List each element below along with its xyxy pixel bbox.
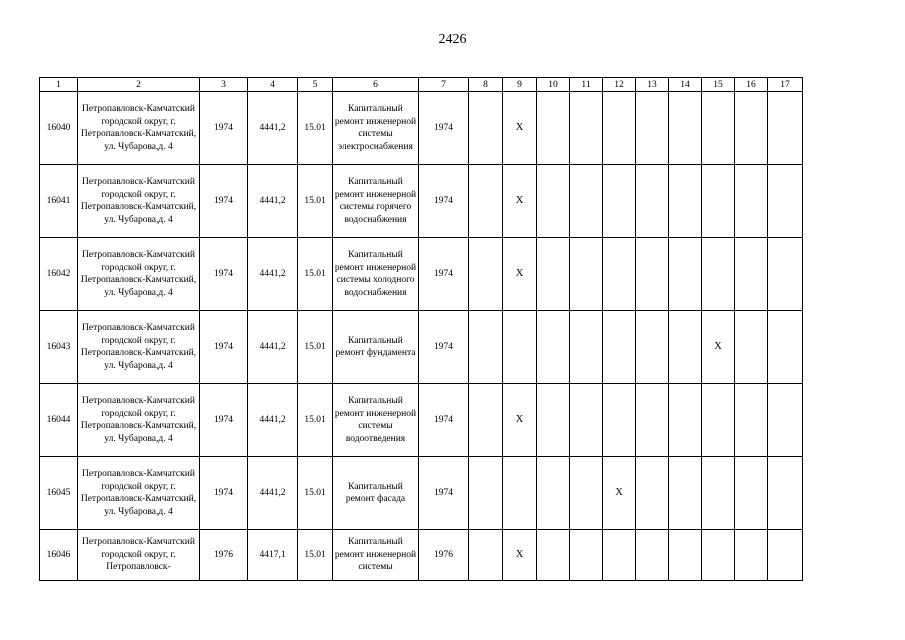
- empty-cell-col-12: [603, 238, 636, 311]
- work-type-cell: Капитальный ремонт инженерной системы электроснабжения: [333, 92, 419, 165]
- year-cell: 1974: [419, 165, 469, 238]
- area-cell: 4441,2: [248, 457, 298, 530]
- page-number: 2426: [438, 32, 467, 47]
- column-header-4: 4: [248, 78, 298, 92]
- row-id-cell: 16043: [40, 311, 78, 384]
- empty-cell-col-8: [469, 238, 503, 311]
- area-cell: 4417,1: [248, 530, 298, 581]
- empty-cell-col-17: [768, 530, 803, 581]
- empty-cell-col-11: [570, 165, 603, 238]
- empty-cell-col-10: [537, 457, 570, 530]
- empty-cell-col-12: [603, 92, 636, 165]
- row-id-cell: 16045: [40, 457, 78, 530]
- year-built-cell: 1974: [200, 311, 248, 384]
- empty-cell-col-13: [636, 165, 669, 238]
- code-cell: 15.01: [298, 238, 333, 311]
- work-type-cell: Капитальный ремонт инженерной системы холодного водоснабжения: [333, 238, 419, 311]
- empty-cell-col-16: [735, 311, 768, 384]
- empty-cell-col-9: [503, 457, 537, 530]
- empty-cell-col-14: [669, 92, 702, 165]
- table-body: [40, 92, 803, 581]
- empty-cell-col-9: [503, 311, 537, 384]
- address-cell: Петропавловск-Камчатский городской округ, г. Петропавловск-Камчатский, ул. Чубарова,д. 4: [78, 384, 200, 457]
- empty-cell-col-17: [768, 165, 803, 238]
- mark-cell-col-9: X: [503, 165, 537, 238]
- empty-cell-col-8: [469, 384, 503, 457]
- empty-cell-col-17: [768, 384, 803, 457]
- empty-cell-col-10: [537, 165, 570, 238]
- mark-cell-col-12: X: [603, 457, 636, 530]
- empty-cell-col-14: [669, 238, 702, 311]
- column-header-8: 8: [469, 78, 503, 92]
- column-header-5: 5: [298, 78, 333, 92]
- year-cell: 1974: [419, 384, 469, 457]
- mark-cell-col-9: X: [503, 92, 537, 165]
- empty-cell-col-10: [537, 384, 570, 457]
- address-cell: Петропавловск-Камчатский городской округ, г. Петропавловск-Камчатский, ул. Чубарова,д. 4: [78, 92, 200, 165]
- mark-cell-col-9: X: [503, 384, 537, 457]
- row-id-cell: 16044: [40, 384, 78, 457]
- column-header-3: 3: [200, 78, 248, 92]
- year-built-cell: 1974: [200, 457, 248, 530]
- year-cell: 1974: [419, 311, 469, 384]
- empty-cell-col-16: [735, 165, 768, 238]
- year-cell: 1974: [419, 92, 469, 165]
- empty-cell-col-13: [636, 384, 669, 457]
- table-row: [40, 384, 803, 457]
- year-built-cell: 1974: [200, 165, 248, 238]
- empty-cell-col-12: [603, 311, 636, 384]
- column-header-7: 7: [419, 78, 469, 92]
- registry-table: [39, 77, 803, 581]
- column-header-15: 15: [702, 78, 735, 92]
- year-cell: 1974: [419, 238, 469, 311]
- empty-cell-col-15: [702, 92, 735, 165]
- empty-cell-col-12: [603, 165, 636, 238]
- empty-cell-col-8: [469, 311, 503, 384]
- column-header-11: 11: [570, 78, 603, 92]
- code-cell: 15.01: [298, 165, 333, 238]
- empty-cell-col-13: [636, 238, 669, 311]
- empty-cell-col-15: [702, 238, 735, 311]
- empty-cell-col-11: [570, 530, 603, 581]
- empty-cell-col-8: [469, 165, 503, 238]
- mark-cell-col-9: X: [503, 238, 537, 311]
- area-cell: 4441,2: [248, 311, 298, 384]
- table-row: [40, 238, 803, 311]
- area-cell: 4441,2: [248, 238, 298, 311]
- empty-cell-col-16: [735, 457, 768, 530]
- address-cell: Петропавловск-Камчатский городской округ, г. Петропавловск-Камчатский, ул. Чубарова,д. 4: [78, 311, 200, 384]
- empty-cell-col-14: [669, 311, 702, 384]
- empty-cell-col-15: [702, 165, 735, 238]
- address-cell: Петропавловск-Камчатский городской округ, г. Петропавловск-Камчатский, ул. Чубарова,д. 4: [78, 457, 200, 530]
- work-type-cell: Капитальный ремонт инженерной системы: [333, 530, 419, 581]
- empty-cell-col-16: [735, 384, 768, 457]
- empty-cell-col-14: [669, 530, 702, 581]
- empty-cell-col-11: [570, 311, 603, 384]
- empty-cell-col-11: [570, 238, 603, 311]
- address-cell: Петропавловск-Камчатский городской округ, г. Петропавловск-Камчатский, ул. Чубарова,д. 4: [78, 238, 200, 311]
- column-header-1: 1: [40, 78, 78, 92]
- empty-cell-col-14: [669, 457, 702, 530]
- work-type-cell: Капитальный ремонт фасада: [333, 457, 419, 530]
- empty-cell-col-8: [469, 457, 503, 530]
- column-header-9: 9: [503, 78, 537, 92]
- empty-cell-col-8: [469, 92, 503, 165]
- row-id-cell: 16042: [40, 238, 78, 311]
- empty-cell-col-16: [735, 92, 768, 165]
- column-header-10: 10: [537, 78, 570, 92]
- empty-cell-col-12: [603, 384, 636, 457]
- year-built-cell: 1974: [200, 384, 248, 457]
- empty-cell-col-17: [768, 238, 803, 311]
- column-header-6: 6: [333, 78, 419, 92]
- empty-cell-col-14: [669, 384, 702, 457]
- code-cell: 15.01: [298, 92, 333, 165]
- column-header-14: 14: [669, 78, 702, 92]
- column-header-13: 13: [636, 78, 669, 92]
- empty-cell-col-8: [469, 530, 503, 581]
- code-cell: 15.01: [298, 311, 333, 384]
- empty-cell-col-17: [768, 92, 803, 165]
- empty-cell-col-17: [768, 457, 803, 530]
- empty-cell-col-16: [735, 238, 768, 311]
- work-type-cell: Капитальный ремонт инженерной системы горячего водоснабжения: [333, 165, 419, 238]
- column-header-12: 12: [603, 78, 636, 92]
- column-header-16: 16: [735, 78, 768, 92]
- work-type-cell: Капитальный ремонт инженерной системы водоотведения: [333, 384, 419, 457]
- area-cell: 4441,2: [248, 92, 298, 165]
- empty-cell-col-11: [570, 92, 603, 165]
- work-type-cell: Капитальный ремонт фундамента: [333, 311, 419, 384]
- row-id-cell: 16041: [40, 165, 78, 238]
- year-built-cell: 1976: [200, 530, 248, 581]
- row-id-cell: 16040: [40, 92, 78, 165]
- address-cell: Петропавловск-Камчатский городской округ, г. Петропавловск-Камчатский, ул. Чубарова,д. 4: [78, 165, 200, 238]
- empty-cell-col-11: [570, 384, 603, 457]
- empty-cell-col-10: [537, 238, 570, 311]
- mark-cell-col-9: X: [503, 530, 537, 581]
- year-cell: 1974: [419, 457, 469, 530]
- column-header-17: 17: [768, 78, 803, 92]
- empty-cell-col-17: [768, 311, 803, 384]
- empty-cell-col-13: [636, 457, 669, 530]
- empty-cell-col-15: [702, 530, 735, 581]
- year-built-cell: 1974: [200, 92, 248, 165]
- table-row: [40, 530, 803, 581]
- empty-cell-col-10: [537, 530, 570, 581]
- area-cell: 4441,2: [248, 384, 298, 457]
- empty-cell-col-14: [669, 165, 702, 238]
- empty-cell-col-15: [702, 384, 735, 457]
- column-header-2: 2: [78, 78, 200, 92]
- year-cell: 1976: [419, 530, 469, 581]
- empty-cell-col-12: [603, 530, 636, 581]
- code-cell: 15.01: [298, 530, 333, 581]
- empty-cell-col-10: [537, 311, 570, 384]
- empty-cell-col-16: [735, 530, 768, 581]
- empty-cell-col-10: [537, 92, 570, 165]
- empty-cell-col-15: [702, 457, 735, 530]
- table-row: [40, 311, 803, 384]
- empty-cell-col-13: [636, 311, 669, 384]
- header-row: [40, 78, 803, 92]
- row-id-cell: 16046: [40, 530, 78, 581]
- empty-cell-col-11: [570, 457, 603, 530]
- year-built-cell: 1974: [200, 238, 248, 311]
- table-row: [40, 457, 803, 530]
- code-cell: 15.01: [298, 384, 333, 457]
- empty-cell-col-13: [636, 92, 669, 165]
- table-row: [40, 165, 803, 238]
- table-row: [40, 92, 803, 165]
- mark-cell-col-15: X: [702, 311, 735, 384]
- address-cell: Петропавловск-Камчатский городской округ, г. Петропавловск-: [78, 530, 200, 581]
- area-cell: 4441,2: [248, 165, 298, 238]
- empty-cell-col-13: [636, 530, 669, 581]
- code-cell: 15.01: [298, 457, 333, 530]
